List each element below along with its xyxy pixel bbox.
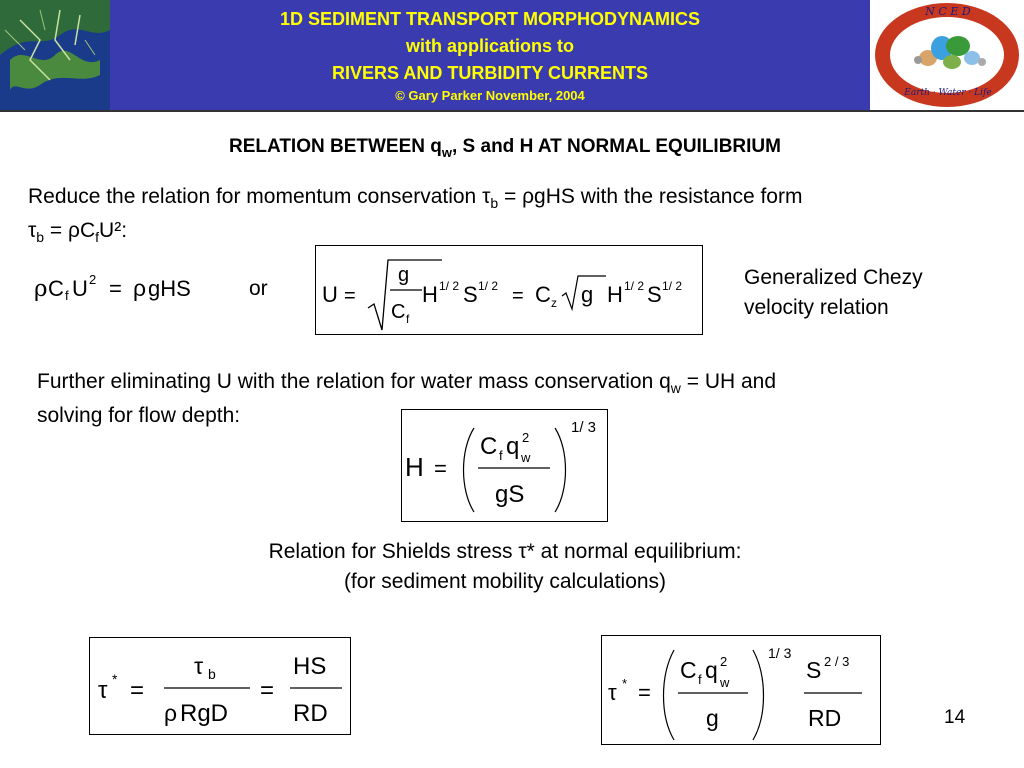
svg-text:f: f [406,312,410,326]
svg-text:w: w [521,450,531,465]
svg-text:RD: RD [293,700,328,727]
svg-text:1/ 3: 1/ 3 [571,419,597,436]
svg-text:w: w [720,675,730,690]
logo-acronym: N C E D [925,5,971,18]
svg-text:1/ 2: 1/ 2 [662,279,683,293]
svg-text:2: 2 [89,272,97,287]
svg-text:ρ: ρ [164,700,178,726]
page-number: 14 [944,707,966,728]
copyright-notice: © Gary Parker November, 2004 [395,88,585,103]
svg-text:H: H [405,452,424,482]
svg-text:C: C [48,276,64,301]
svg-text:C: C [480,433,498,460]
further-paragraph: Further eliminating U with the relation for water mass conservation $q_w$ = UH and solving for flow depth: [37,370,777,428]
svg-text:q: q [705,657,718,683]
equation-shields-normal-box [601,635,881,745]
equation-flow-depth-box [401,409,608,522]
course-subtitle: with applications to [405,36,574,56]
svg-text:=: = [344,285,356,307]
shields-caption: Relation for Shields stress τ* at normal equilibrium: (for sediment mobility calculations) [268,540,742,593]
svg-text:q: q [506,433,520,460]
svg-text:=: = [260,677,275,704]
svg-text:1/ 2: 1/ 2 [624,279,645,293]
or-label: or [249,277,268,300]
svg-text:RD: RD [808,705,842,731]
svg-text:1/ 2: 1/ 2 [439,279,460,293]
slide-title: RELATION BETWEEN $q_w$, S and H AT NORMAL EQUILIBRIUM [229,136,781,160]
svg-text:2: 2 [720,654,728,669]
svg-text:=: = [512,285,524,307]
svg-text:=: = [130,677,145,704]
svg-text:f: f [65,288,69,303]
svg-text:S: S [647,282,662,307]
svg-text:τ: τ [194,653,204,679]
svg-text:g: g [581,282,594,307]
svg-text:U: U [72,276,88,301]
svg-text:H: H [422,282,438,307]
svg-text:2 / 3: 2 / 3 [824,654,850,669]
svg-text:S: S [463,282,478,307]
equation-momentum-balance [30,268,210,313]
svg-text:C: C [391,301,406,323]
course-title: 1D SEDIMENT TRANSPORT MORPHODYNAMICS [279,9,701,29]
svg-text:S: S [806,657,822,683]
svg-text:=: = [109,276,122,301]
header-divider [0,110,1024,112]
equation-shields-stress-box [89,637,351,735]
svg-text:H: H [607,282,623,307]
svg-text:z: z [551,296,557,310]
svg-text:HS: HS [293,653,327,680]
svg-text:gHS: gHS [148,276,191,301]
svg-text:ρ: ρ [133,275,147,301]
svg-text:g: g [706,705,719,731]
svg-text:C: C [535,282,551,307]
svg-text:1/ 2: 1/ 2 [478,279,499,293]
svg-text:*: * [112,671,118,687]
svg-text:ρ: ρ [34,276,48,302]
course-topic: RIVERS AND TURBIDITY CURRENTS [331,63,649,83]
svg-text:=: = [638,680,651,705]
logo-motto: Earth · Water · Life [904,88,992,98]
svg-text:b: b [208,666,216,682]
svg-text:f: f [499,448,503,463]
delta-satellite-image [0,0,110,110]
equation-chezy-box [315,245,703,335]
intro-paragraph: Reduce the relation for momentum conservation $\tau_b = \rho gHS$ with the resistance form $\tau_b = \rho C_fU^2$: [28,185,803,246]
svg-text:U: U [322,282,338,307]
svg-text:2: 2 [522,430,530,445]
chezy-caption: Generalized Chezy velocity relation [744,266,923,319]
svg-text:RgD: RgD [180,700,229,727]
svg-text:τ: τ [98,677,108,704]
svg-text:f: f [698,672,702,687]
svg-text:*: * [622,676,628,691]
svg-text:C: C [680,657,697,683]
svg-text:g: g [398,264,410,286]
svg-text:1/ 3: 1/ 3 [768,645,792,661]
svg-text:=: = [434,456,447,481]
svg-text:gS: gS [495,481,525,508]
svg-text:τ: τ [608,680,617,705]
